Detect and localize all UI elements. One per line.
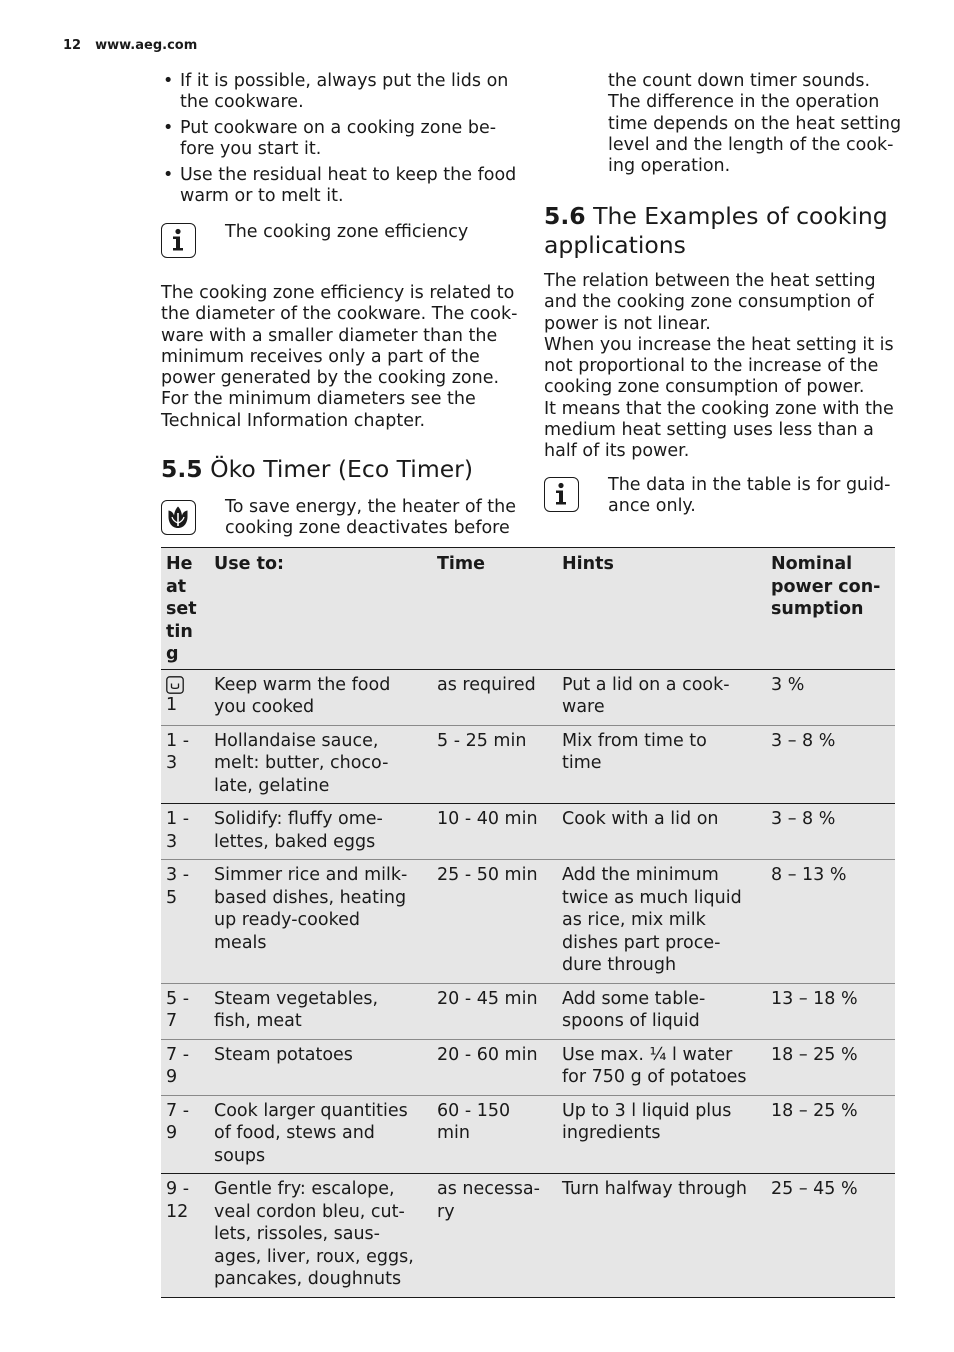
table-row: 7 - 9 Cook larger quantities of food, stews and soups 60 - 150 min Up to 3 l liquid plus ingredients 18 – 25 % [161,1095,895,1174]
table-row: 1 - 3 Solidify: fluffy ome- lettes, baked eggs 10 - 40 min Cook with a lid on 3 – 8 % [161,804,895,860]
cooking-table [161,547,895,1298]
keep-warm-icon [166,676,184,694]
list-item: • Put cookware on a cooking zone be- fore you start it. [161,118,521,161]
table-row: 3 - 5 Simmer rice and milk- based dishes, heating up ready-cooked meals 25 - 50 min Add the minimum twice as much liquid as rice, mix milk dishes part proce- dure through 8 – 13 % [161,860,895,984]
header-heat-setting: He at set tin g [166,554,197,664]
header-use-to: Use to: [214,554,284,574]
section-5-5-heading: 5.5 Öko Timer (Eco Timer) [161,455,474,483]
info-note-efficiency: The cooking zone efficiency [225,222,469,242]
table-row: 7 - 9 Steam potatoes 20 - 60 min Use max. ¼ l water for 750 g of potatoes 18 – 25 % [161,1039,895,1095]
table-row: 9 - 12 Gentle fry: escalope, veal cordon bleu, cut- lets, rissoles, saus- ages, liver, roux, eggs, pancakes, doughnuts as necessa- ry Turn halfway through 25 – 45 % [161,1174,895,1298]
page-number: 12 [63,38,82,53]
info-icon [544,477,579,512]
list-item: • If it is possible, always put the lids on the cookware. [161,71,521,114]
page-header [63,38,197,53]
eco-icon [161,500,196,535]
info-icon [161,223,196,258]
eco-note-continued: the count down timer sounds. The difference in the operation time depends on the heat setting level and the length of the cook- ing operation. [608,71,902,177]
table-row: 1 - 3 Hollandaise sauce, melt: butter, choco- late, gelatine 5 - 25 min Mix from time to time 3 – 8 % [161,725,895,804]
table-row: 5 - 7 Steam vegetables, fish, meat 20 - 45 min Add some table- spoons of liquid 13 – 18 % [161,983,895,1039]
table-row: 1 Keep warm the food you cooked as required Put a lid on a cook- ware 3 % [161,669,895,725]
eco-note: To save energy, the heater of the cooking zone deactivates before [225,497,517,539]
section-5-6-heading: 5.6 The Examples of cooking applications [544,202,888,259]
relation-paragraph: The relation between the heat setting and the cooking zone consumption of power is not linear. When you increase the heat setting it is not proportional to the increase of the cooking zone consumption of power. It means that the cooking zone with the medium heat setting uses less than a half of its power. [544,271,894,462]
list-item: • Use the residual heat to keep the food warm or to melt it. [161,165,521,208]
tips-list [161,71,521,212]
site-url: www.aeg.com [95,38,198,53]
table-header-row [161,548,895,670]
header-hints: Hints [562,554,614,574]
efficiency-paragraph: The cooking zone efficiency is related to the diameter of the cookware. The cook- ware with a smaller diameter than the minimum receives only a part of the power generated by the cooking zone. For the minimum diameters see the Technical Information chapter. [161,283,518,431]
info-note-table: The data in the table is for guid- ance only. [608,475,891,517]
header-time: Time [437,554,486,574]
header-power: Nominal power con- sumption [771,554,881,619]
